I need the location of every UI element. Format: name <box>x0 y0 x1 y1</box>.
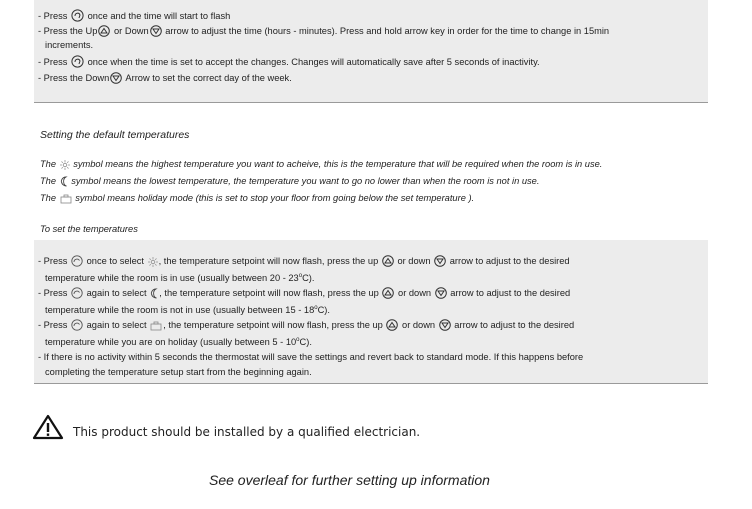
mode-button-icon <box>71 255 83 267</box>
time-step-2-cont: increments. <box>45 40 94 50</box>
text: or down <box>397 256 431 266</box>
time-step-2 <box>38 25 609 37</box>
text: - Press <box>38 57 68 67</box>
temp-step-1 <box>38 255 570 267</box>
up-arrow-icon <box>98 25 110 37</box>
text: arrow to adjust to the desired <box>449 256 570 266</box>
time-step-1 <box>38 9 230 22</box>
time-step-4 <box>38 72 292 84</box>
degree: o <box>314 305 318 311</box>
set-button-icon <box>71 55 84 68</box>
degree: o <box>298 273 303 279</box>
text: or down <box>398 288 432 298</box>
text: or Down <box>114 26 149 36</box>
moon-icon <box>60 176 68 187</box>
text: temperature while you are on holiday (usually between 5 - 10 <box>45 337 297 347</box>
degree: o <box>296 337 300 343</box>
text: once when the time is set to accept the changes. Changes will automatically save after 5 seconds of inactivity. <box>87 57 540 67</box>
text: C). <box>317 305 330 315</box>
text: Arrow to set the correct day of the week. <box>125 73 292 83</box>
text: symbol means the highest temperature you want to acheive, this is the temperature that will be required when the room is in use. <box>73 159 603 169</box>
text: , the temperature setpoint will now flash, press the up <box>163 320 383 330</box>
time-step-3 <box>38 55 540 68</box>
mode-button-icon <box>71 319 83 331</box>
temp-step-3 <box>38 319 574 331</box>
text: , the temperature setpoint will now flash, press the up <box>158 256 379 266</box>
text: temperature while the room is not in use (usually between 15 - 18 <box>45 305 315 315</box>
text: again to select <box>86 288 147 298</box>
temp-step-4: - If there is no activity within 5 seconds the thermostat will save the settings and revert back to standard mode. If this happens before <box>38 352 584 362</box>
text: arrow to adjust the time (hours - minutes). Press and hold arrow key in order for the time to change in 15min <box>165 26 610 36</box>
subheading: To set the temperatures <box>40 224 138 234</box>
down-arrow-icon <box>439 319 451 331</box>
down-arrow-icon <box>435 287 447 299</box>
text: once and the time will start to flash <box>87 11 231 21</box>
overleaf-note: See overleaf for further setting up information <box>209 472 490 488</box>
symbol-moon-line <box>40 175 539 187</box>
up-arrow-icon <box>382 287 394 299</box>
up-arrow-icon <box>382 255 394 267</box>
temp-step-4-cont: completing the temperature setup start from the beginning again. <box>45 367 312 377</box>
sun-icon <box>60 160 70 170</box>
section-heading: Setting the default temperatures <box>40 129 190 141</box>
text: - Press <box>38 320 68 330</box>
suitcase-icon <box>60 194 72 204</box>
warning-text: This product should be installed by a qualified electrician. <box>73 425 421 439</box>
temp-step-2 <box>38 287 570 299</box>
set-button-icon <box>71 9 84 22</box>
text: - Press <box>38 288 68 298</box>
down-arrow-icon <box>434 255 446 267</box>
text: , the temperature setpoint will now flash, press the up <box>159 288 379 298</box>
text: again to select <box>86 320 147 330</box>
text: - Press the Up <box>38 26 98 36</box>
text: C). <box>302 273 315 283</box>
symbol-holiday-line <box>40 192 474 204</box>
up-arrow-icon <box>386 319 398 331</box>
symbol-sun-line <box>40 158 602 170</box>
text: The <box>40 193 57 203</box>
text: The <box>40 176 57 186</box>
text: once to select <box>86 256 145 266</box>
text: temperature while the room is in use (usually between 20 - 23 <box>45 273 299 283</box>
text: - Press <box>38 11 68 21</box>
text: symbol means holiday mode (this is set to stop your floor from going below the set temperature ). <box>75 193 475 203</box>
text: - Press the Down <box>38 73 110 83</box>
temp-step-2-cont <box>45 302 330 316</box>
moon-icon <box>150 288 158 299</box>
temp-step-1-cont <box>45 270 314 284</box>
text: The <box>40 159 57 169</box>
text: or down <box>402 320 436 330</box>
temp-step-3-cont <box>45 334 312 348</box>
text: arrow to adjust to the desired <box>450 288 571 298</box>
down-arrow-icon <box>110 72 122 84</box>
suitcase-icon <box>150 321 162 331</box>
text: arrow to adjust to the desired <box>454 320 575 330</box>
text: symbol means the lowest temperature, the temperature you want to go no lower than when the room is not in use. <box>71 176 540 186</box>
warning-icon <box>32 414 64 440</box>
sun-icon <box>148 257 158 267</box>
mode-button-icon <box>71 287 83 299</box>
text: C). <box>299 337 312 347</box>
text: - Press <box>38 256 68 266</box>
down-arrow-icon <box>150 25 162 37</box>
